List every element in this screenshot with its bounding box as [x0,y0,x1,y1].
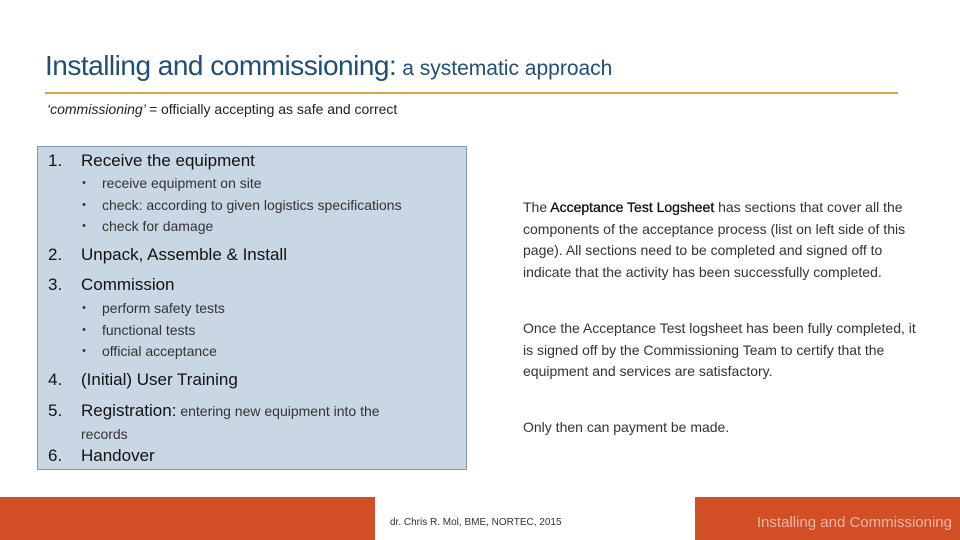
step-number: 5. [48,401,63,420]
step-6 [48,446,155,466]
step-4 [48,370,238,390]
step-label: Receive the equipment [81,151,255,170]
step-description: entering new equipment into the [176,403,380,419]
step-label: Handover [81,446,155,465]
step-1 [48,151,255,171]
step-5 [48,401,380,421]
step-3-bullets [82,298,225,363]
signoff-paragraph: Once the Acceptance Test logsheet has been fully completed, it is signed off by the Commissioning Team to certify that the equipment and services are satisfactory. [523,320,916,379]
step-label: Commission [81,275,175,294]
definition-term: ‘commissioning’ = [47,101,158,117]
logsheet-term: Acceptance Test Logsheet [550,199,715,215]
slide-title-sub: a systematic approach [402,57,613,80]
payment-paragraph: Only then can payment be made. [523,419,730,435]
definition-text: officially accepting as safe and correct [157,101,398,117]
list-item: • receive equipment on site [82,173,402,195]
step-5-continuation: records [81,426,128,442]
bullet-icon: • [82,323,86,336]
list-item: • perform safety tests [82,298,225,320]
slide-title-main: Installing and commissioning: [45,50,397,81]
bullet-icon: • [82,198,86,211]
step-label: Registration: [81,401,177,420]
slide-title [45,50,612,82]
step-1-bullets [82,173,402,238]
bullet-icon: • [82,345,86,357]
list-item: • check for damage [82,216,402,238]
list-item: • official acceptance [82,341,225,363]
list-item: • check: according to given logistics specifications [82,195,402,217]
footer-credit: dr. Chris R. Mol, BME, NORTEC, 2015 [390,517,562,528]
step-number: 1. [48,151,63,170]
steps-panel [37,146,467,470]
step-3 [48,275,175,295]
step-number: 3. [48,275,63,294]
step-number: 4. [48,370,63,389]
step-2 [48,245,287,265]
definition-line [47,101,397,117]
logsheet-paragraph: The Acceptance Test Logsheet has sections that cover all the components of the acceptance process (list on left side of this page). All sections need to be completed and signed off to indicate that the activity has been successfully completed. [523,199,906,280]
step-label: Unpack, Assemble & Install [81,245,287,264]
list-item: • functional tests [82,320,225,342]
bullet-icon: • [82,302,86,314]
bullet-icon: • [82,220,86,232]
bullet-icon: • [82,177,86,189]
step-number: 6. [48,446,63,465]
footer-title: Installing and Commissioning [756,514,952,531]
step-label: (Initial) User Training [81,370,238,389]
title-underline [45,92,898,94]
step-number: 2. [48,245,63,264]
